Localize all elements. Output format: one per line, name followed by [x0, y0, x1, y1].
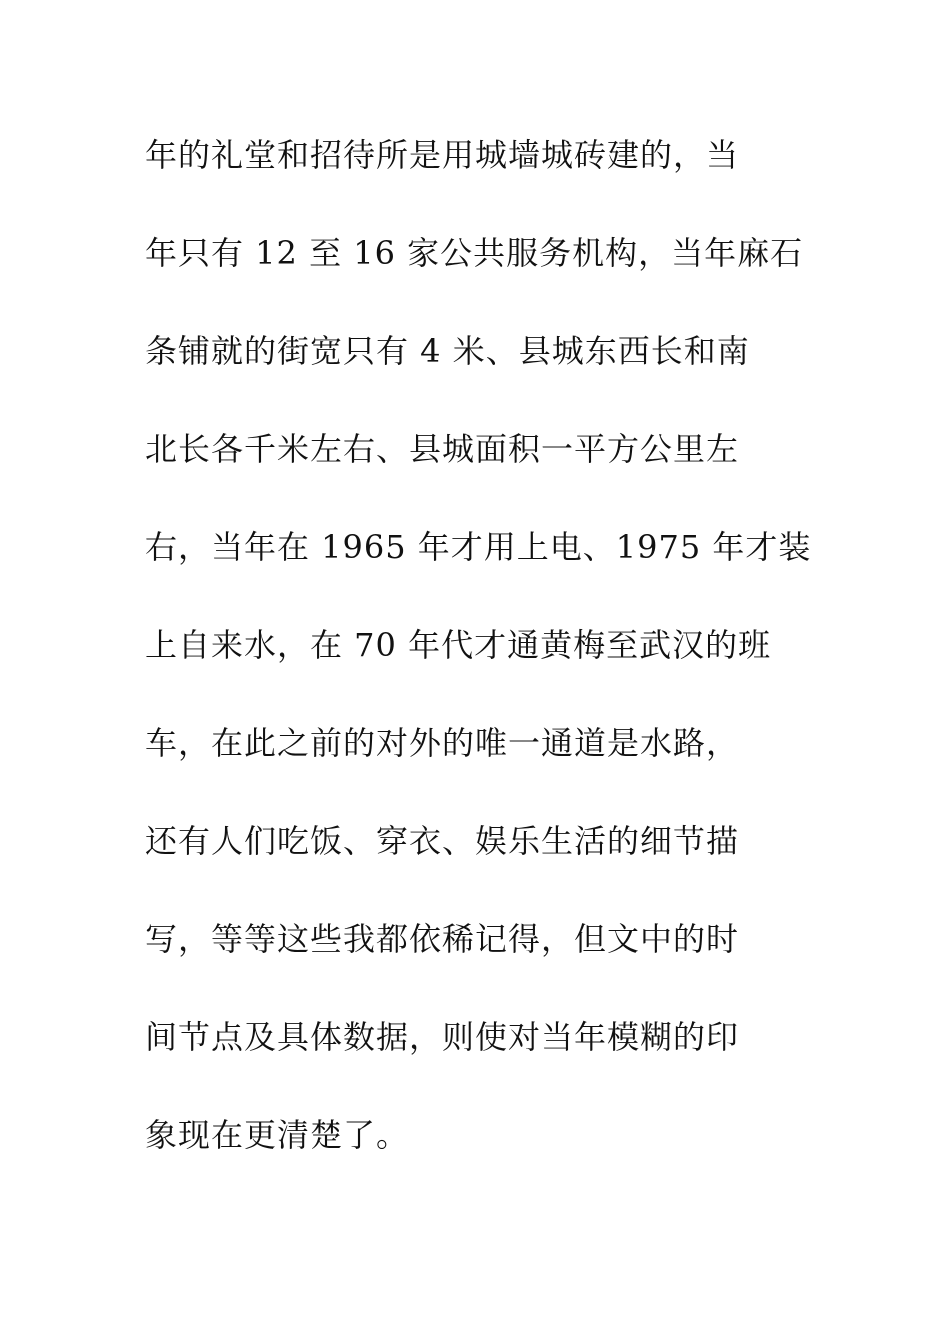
text-line: 右，当年在 1965 年才用上电、1975 年才装: [145, 528, 812, 566]
text-line: 条铺就的街宽只有 4 米、县城东西长和南: [145, 332, 750, 370]
text-line: 年只有 12 至 16 家公共服务机构，当年麻石: [145, 234, 804, 272]
text-line: 象现在更清楚了。: [145, 1116, 410, 1154]
body-paragraph: [145, 125, 825, 1203]
text-line: 北长各千米左右、县城面积一平方公里左: [145, 430, 740, 468]
text-line: 写，等等这些我都依稀记得，但文中的时: [145, 920, 740, 958]
text-line: 间节点及具体数据，则使对当年模糊的印: [145, 1018, 740, 1056]
text-line: 车，在此之前的对外的唯一通道是水路，: [145, 724, 740, 762]
text-line: 还有人们吃饭、穿衣、娱乐生活的细节描: [145, 822, 740, 860]
text-line: 上自来水，在 70 年代才通黄梅至武汉的班: [145, 626, 772, 664]
text-line: 年的礼堂和招待所是用城墙城砖建的，当: [145, 136, 740, 174]
